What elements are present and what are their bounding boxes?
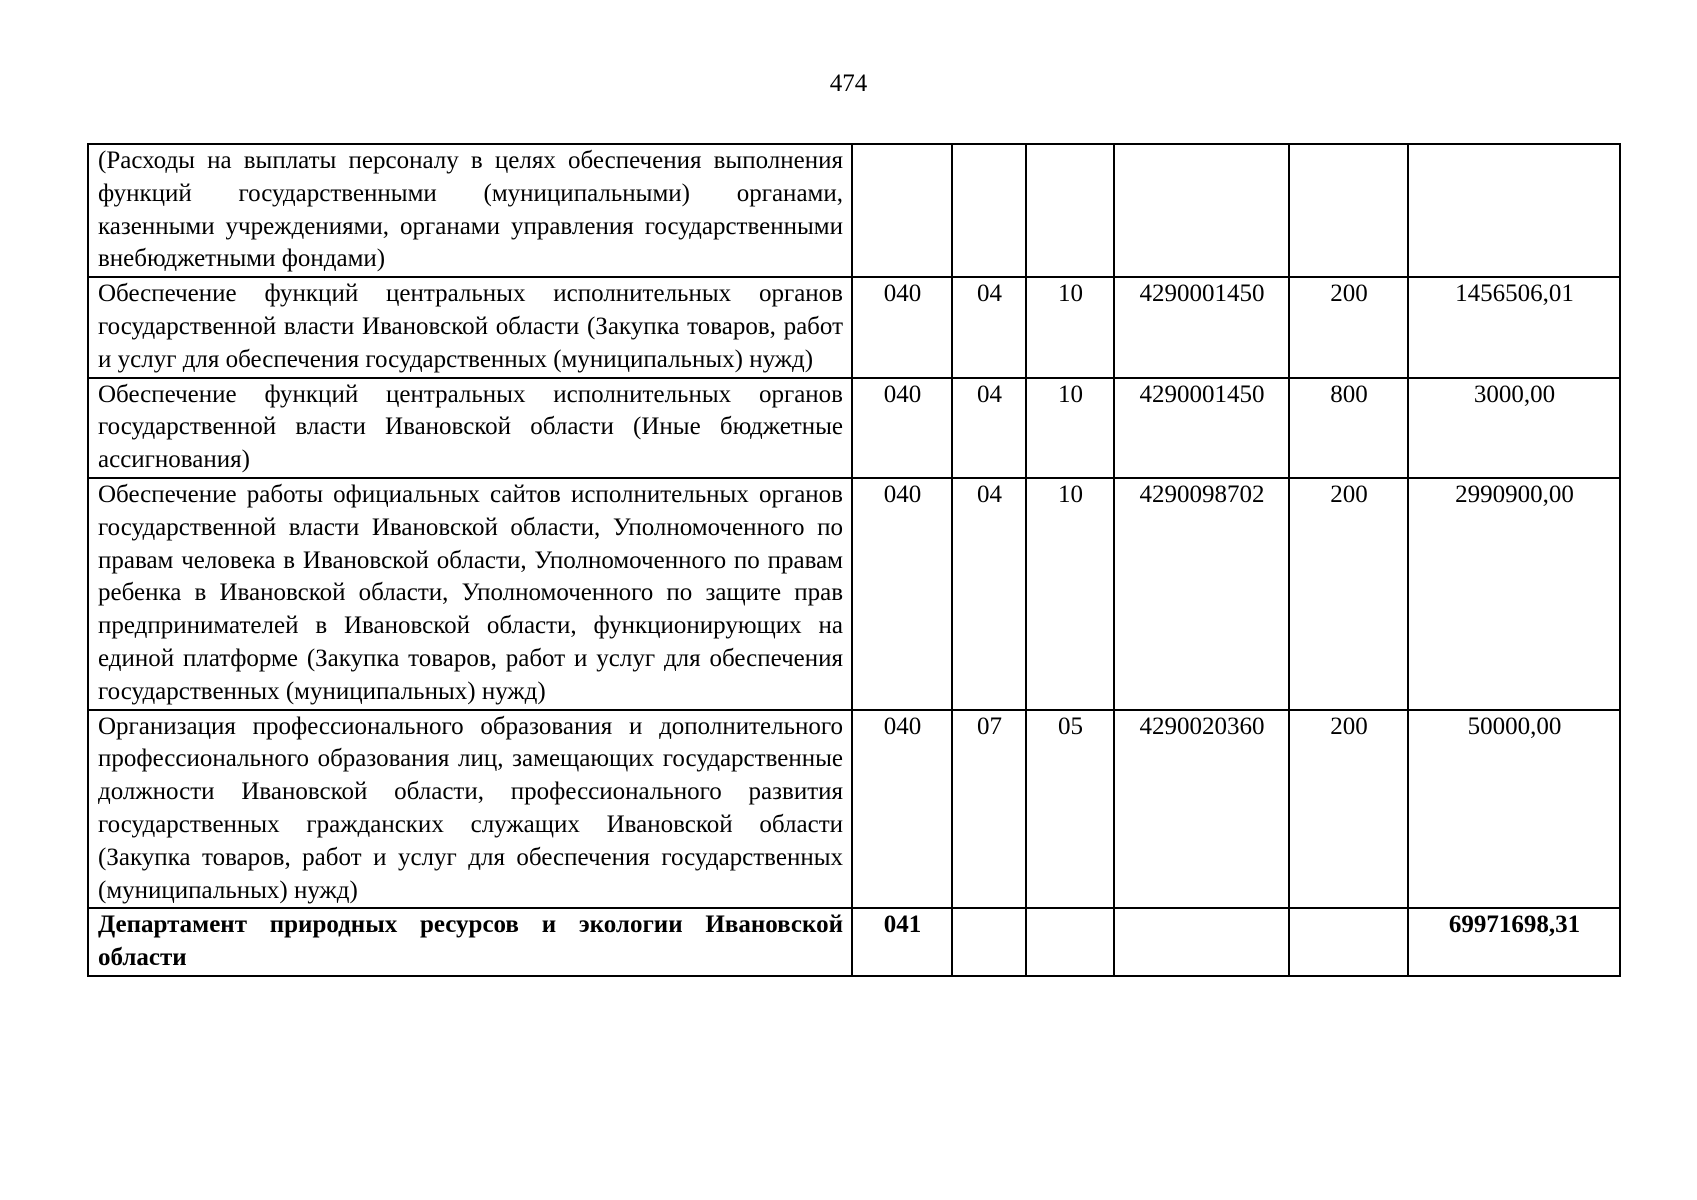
table-row xyxy=(88,144,1620,277)
expense-type-cell xyxy=(1289,144,1408,277)
table-row-department-total xyxy=(88,908,1620,976)
page-number: 474 xyxy=(829,70,868,97)
target-item-cell: 4290001450 xyxy=(1114,378,1289,478)
gov-code-cell: 040 xyxy=(852,710,952,909)
amount-cell: 1456506,01 xyxy=(1408,277,1620,377)
table-row xyxy=(88,277,1620,377)
section-cell: 04 xyxy=(952,277,1026,377)
target-item-cell: 4290020360 xyxy=(1114,710,1289,909)
expense-type-cell: 800 xyxy=(1289,378,1408,478)
row-description: Обеспечение функций центральных исполнительных органов государственной власти Ивановской области (Иные бюджетные ассигнования) xyxy=(88,378,852,478)
subsection-cell xyxy=(1026,144,1114,277)
budget-table xyxy=(87,143,1621,977)
section-cell: 04 xyxy=(952,478,1026,710)
gov-code-cell: 040 xyxy=(852,277,952,377)
amount-cell: 50000,00 xyxy=(1408,710,1620,909)
amount-cell xyxy=(1408,144,1620,277)
amount-cell: 3000,00 xyxy=(1408,378,1620,478)
table-row xyxy=(88,378,1620,478)
row-description: Обеспечение работы официальных сайтов исполнительных органов государственной власти Ивановской области, Уполномоченного по правам человека в Ивановской области, Уполномоченного по правам ребенка в Ивановской области, Уполномоченного по защите прав предпринимателей в Ивановской области, функционирующих на единой платформе (Закупка товаров, работ и услуг для обеспечения государственных (муниципальных) нужд) xyxy=(88,478,852,710)
row-description: Обеспечение функций центральных исполнительных органов государственной власти Ивановской области (Закупка товаров, работ и услуг для обеспечения государственных (муниципальных) нужд) xyxy=(88,277,852,377)
subsection-cell xyxy=(1026,908,1114,976)
expense-type-cell: 200 xyxy=(1289,710,1408,909)
section-cell xyxy=(952,908,1026,976)
expense-type-cell xyxy=(1289,908,1408,976)
subsection-cell: 05 xyxy=(1026,710,1114,909)
target-item-cell xyxy=(1114,908,1289,976)
amount-cell: 69971698,31 xyxy=(1408,908,1620,976)
section-cell: 07 xyxy=(952,710,1026,909)
target-item-cell: 4290098702 xyxy=(1114,478,1289,710)
gov-code-cell xyxy=(852,144,952,277)
row-description: Организация профессионального образования и дополнительного профессионального образования лиц, замещающих государственные должности Ивановской области, профессионального развития государственных гражданских служащих Ивановской области (Закупка товаров, работ и услуг для обеспечения государственных (муниципальных) нужд) xyxy=(88,710,852,909)
expense-type-cell: 200 xyxy=(1289,478,1408,710)
subsection-cell: 10 xyxy=(1026,378,1114,478)
row-description: (Расходы на выплаты персоналу в целях обеспечения выполнения функций государственными (муниципальными) органами, казенными учреждениями, органами управления государственными внебюджетными фондами) xyxy=(88,144,852,277)
gov-code-cell: 040 xyxy=(852,378,952,478)
gov-code-cell: 040 xyxy=(852,478,952,710)
section-cell xyxy=(952,144,1026,277)
table-row xyxy=(88,710,1620,909)
subsection-cell: 10 xyxy=(1026,478,1114,710)
row-description: Департамент природных ресурсов и экологии Ивановской области xyxy=(88,908,852,976)
expense-type-cell: 200 xyxy=(1289,277,1408,377)
target-item-cell: 4290001450 xyxy=(1114,277,1289,377)
table-row xyxy=(88,478,1620,710)
target-item-cell xyxy=(1114,144,1289,277)
gov-code-cell: 041 xyxy=(852,908,952,976)
subsection-cell: 10 xyxy=(1026,277,1114,377)
section-cell: 04 xyxy=(952,378,1026,478)
amount-cell: 2990900,00 xyxy=(1408,478,1620,710)
